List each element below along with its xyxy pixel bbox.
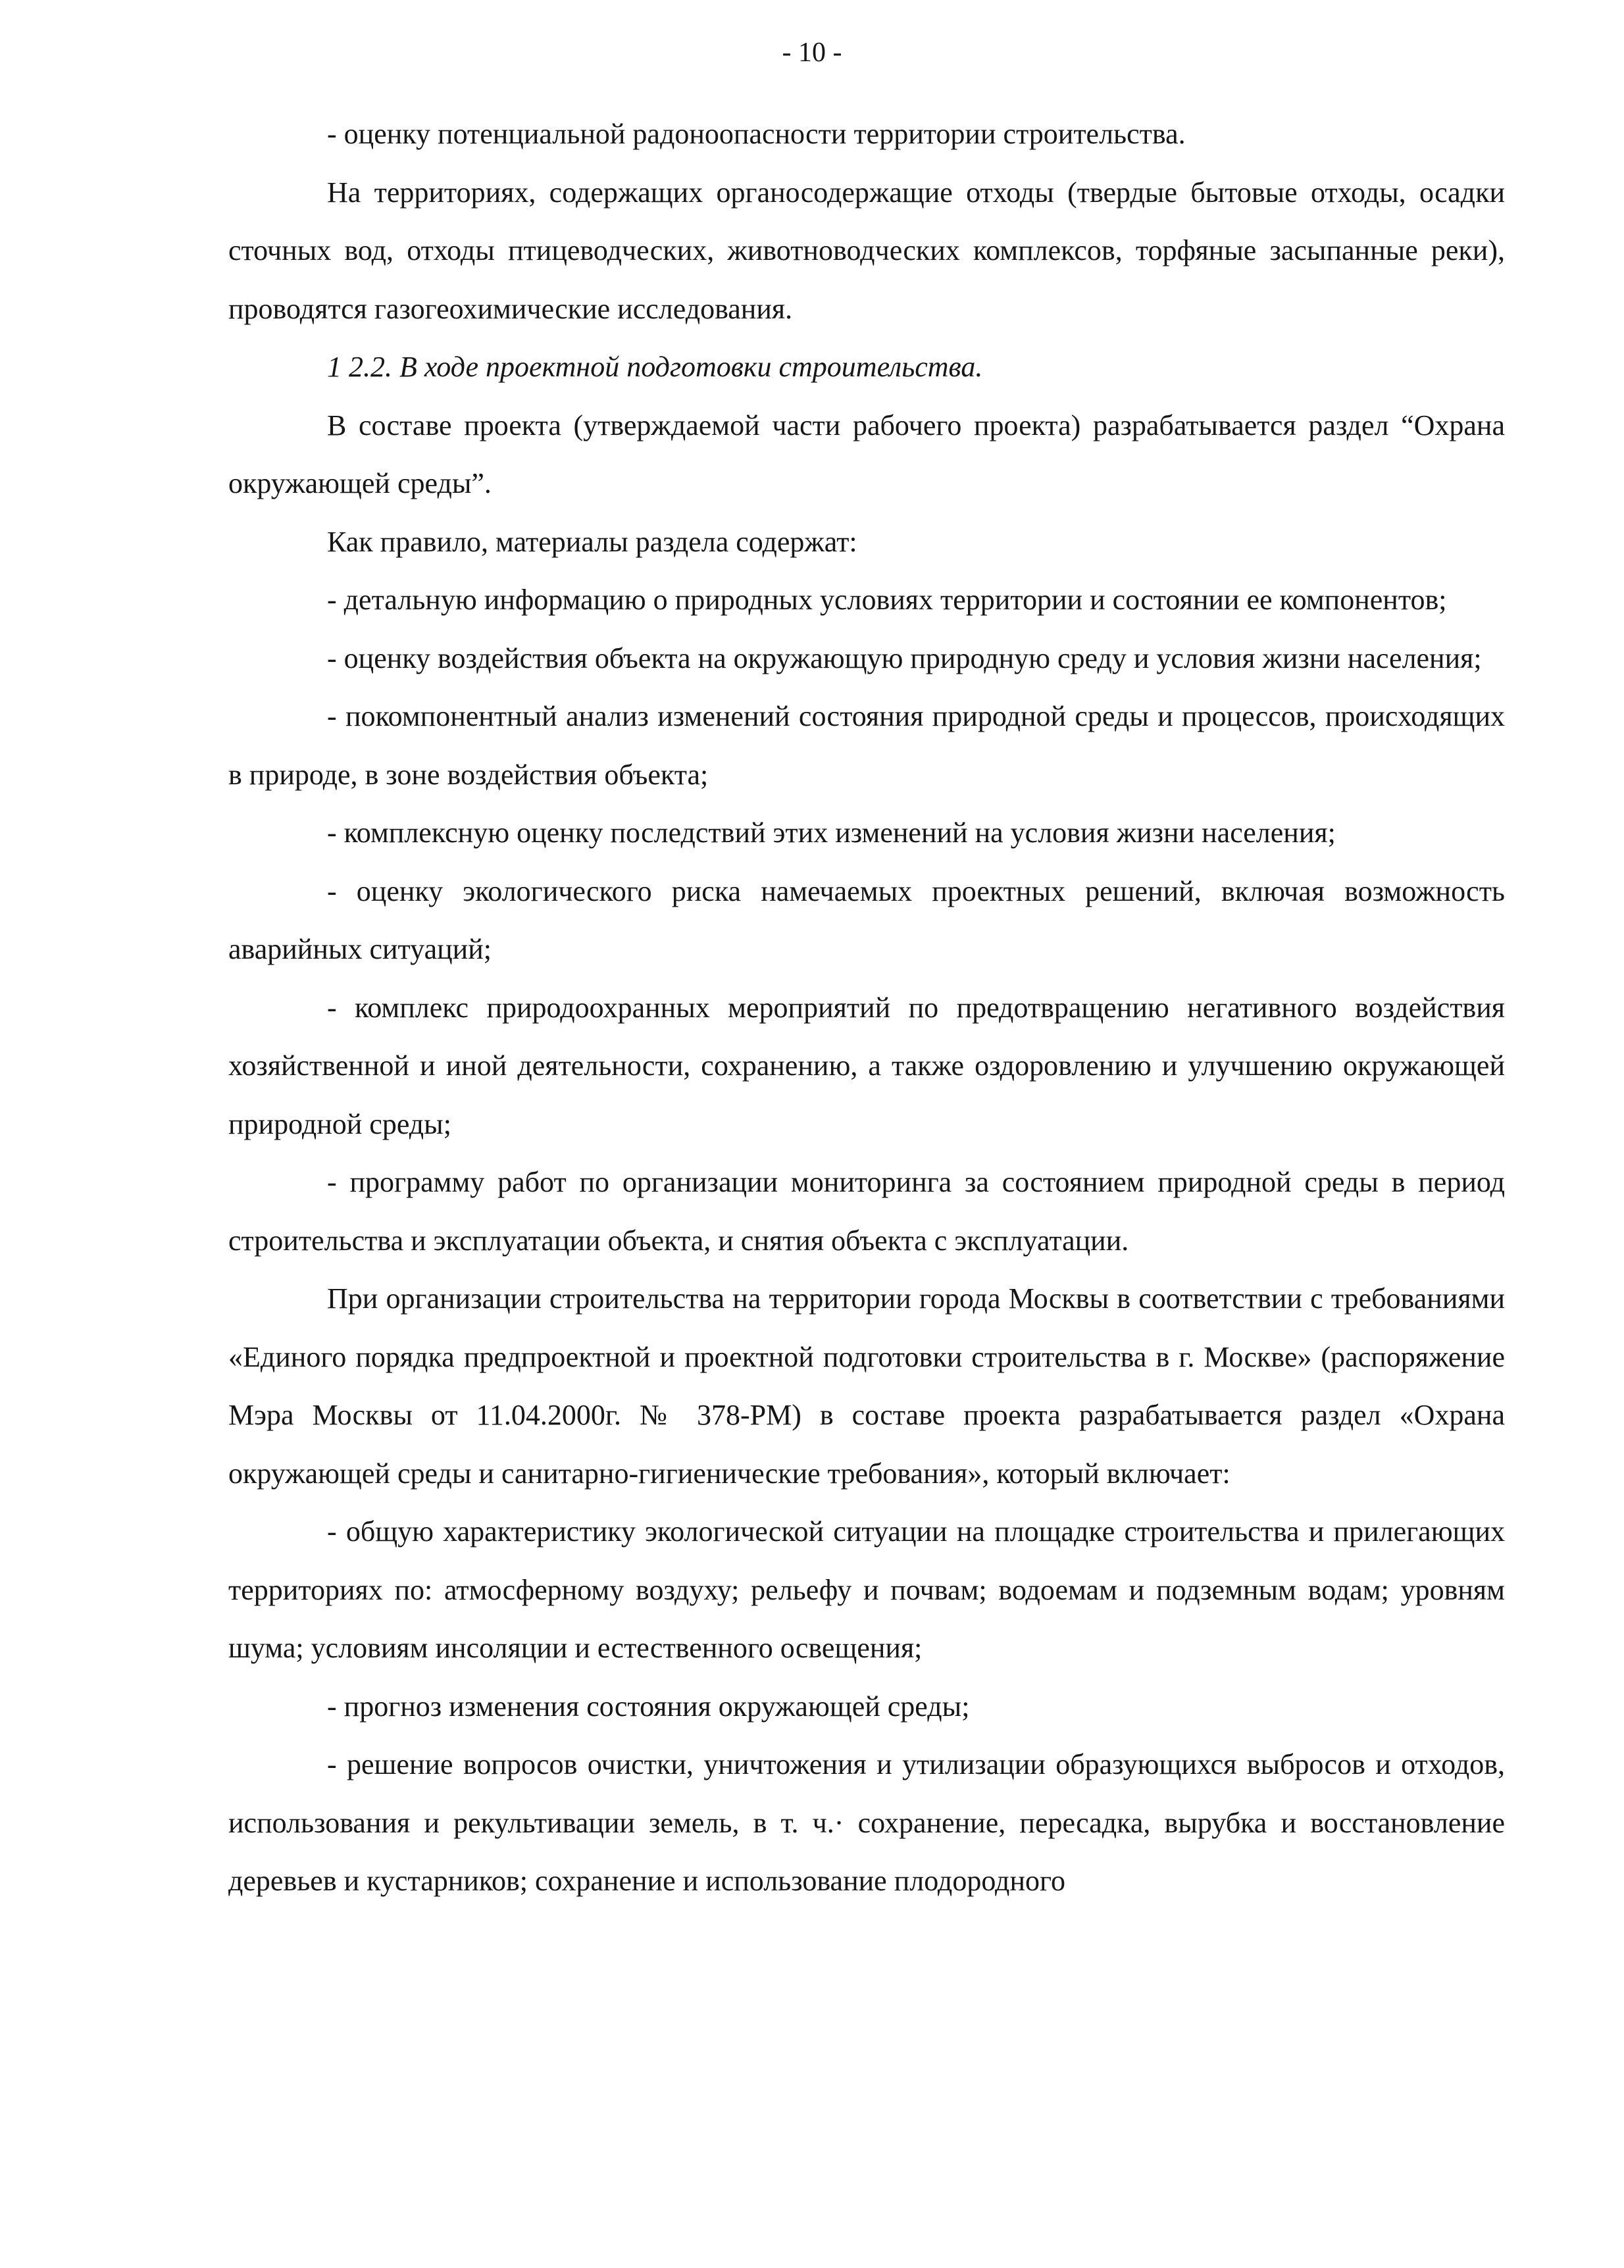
list-item: - решение вопросов очистки, уничтожения и утилизации образующихся выбросов и отходов, использования и рекультивации земель, в т. ч.· сохранение, пересадка, вырубка и восстановление деревьев и кустарников; сохранение и использование плодородного	[228, 1748, 1505, 1897]
list-item: - комплекс природоохранных мероприятий по предотвращению негативного воздействия хозяйственной и иной деятельности, сохранению, а также оздоровлению и улучшению окружающей природной среды;	[228, 991, 1505, 1140]
paragraph: Как правило, материалы раздела содержат:	[327, 525, 857, 558]
list-item: - покомпонентный анализ изменений состояния природной среды и процессов, происходящих в природе, в зоне воздействия объекта;	[228, 700, 1505, 791]
list-item: - оценку воздействия объекта на окружающую природную среду и условия жизни населения;	[327, 642, 1482, 674]
list-item: - комплексную оценку последствий этих изменений на условия жизни населения;	[327, 817, 1336, 849]
list-item: - программу работ по организации мониторинга за состоянием природной среды в период строительства и эксплуатации объекта, и снятия объекта с эксплуатации.	[228, 1166, 1505, 1257]
paragraph: При организации строительства на территории города Москвы в соответствии с требованиями «Единого порядка предпроектной и проектной подготовки строительства в г. Москве» (распоряжение Мэра Москвы от 11.04.2000г. № 378-РМ) в составе проекта разрабатывается раздел «Охрана окружающей среды и санитарно-гигиенические требования», который включает:	[228, 1282, 1505, 1490]
list-item: - детальную информацию о природных условиях территории и состоянии ее компонентов;	[327, 584, 1447, 616]
paragraph: В составе проекта (утверждаемой части рабочего проекта) разрабатывается раздел “Охрана окружающей среды”.	[228, 409, 1505, 499]
page-number: - 10 -	[782, 38, 842, 68]
section-subheading: 1 2.2. В ходе проектной подготовки строительства.	[327, 351, 983, 383]
paragraph: - оценку потенциальной радоноопасности территории строительства.	[327, 118, 1186, 150]
list-item: - прогноз изменения состояния окружающей среды;	[327, 1690, 970, 1723]
list-item: - оценку экологического риска намечаемых проектных решений, включая возможность аварийных ситуаций;	[228, 874, 1505, 965]
body-text	[228, 105, 1505, 1911]
paragraph: На территориях, содержащих органосодержащие отходы (твердые бытовые отходы, осадки сточных вод, отходы птицеводческих, животноводческих комплексов, торфяные засыпанные реки), проводятся газогеохимические исследования.	[228, 176, 1505, 325]
list-item: - общую характеристику экологической ситуации на площадке строительства и прилегающих территориях по: атмосферному воздуху; рельефу и почвам; водоемам и подземным водам; уровням шума; условиям инсоляции и естественного освещения;	[228, 1515, 1505, 1664]
